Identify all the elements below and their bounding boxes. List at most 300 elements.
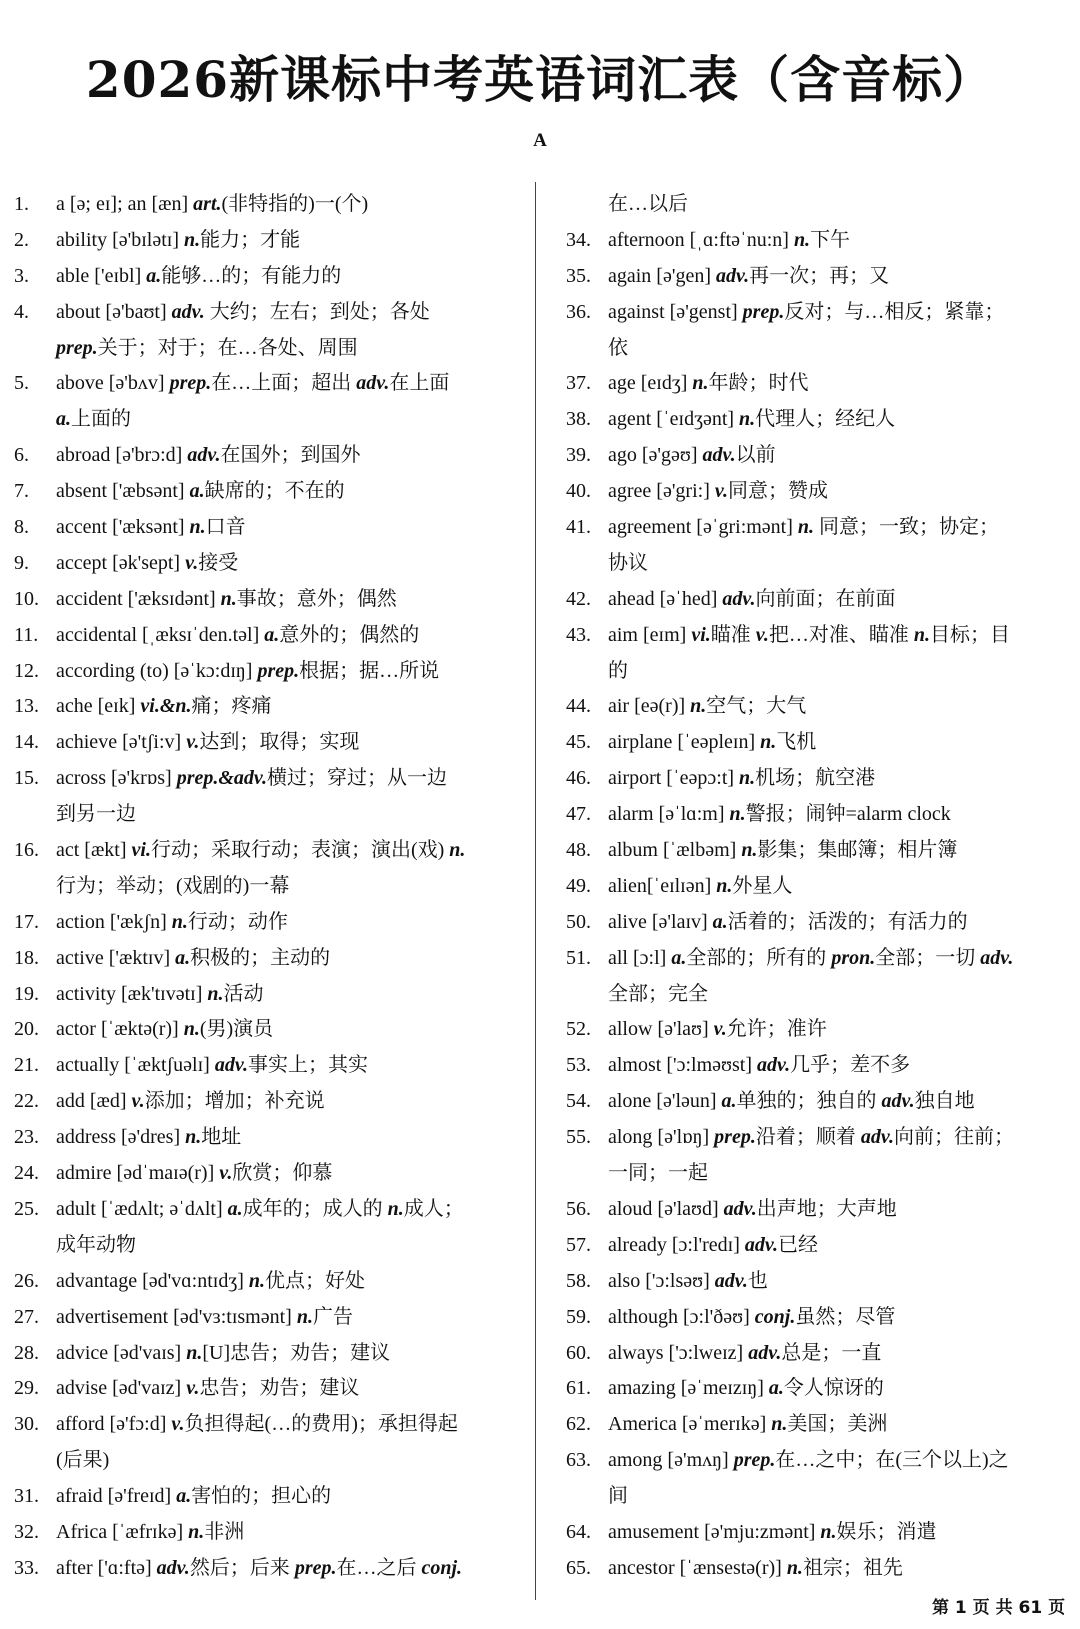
vocab-entry: [14, 510, 526, 546]
entry-pos: v.: [713, 1018, 727, 1041]
entry-meaning: 然后；后来: [189, 1556, 295, 1579]
entry-pos: adv.: [757, 1054, 791, 1077]
entry-number: 24.: [14, 1162, 39, 1185]
section-letter: A: [533, 130, 547, 151]
vocab-entry: [566, 761, 1066, 797]
entry-meaning: 在国外；到国外: [220, 444, 361, 467]
entry-number: 33.: [14, 1556, 39, 1579]
vocab-entry-continuation: [566, 546, 1066, 582]
entry-word: aim [eɪm]: [608, 623, 692, 646]
entry-pos: adv.: [881, 1090, 915, 1113]
entry-word: accident ['æksɪdənt]: [56, 587, 221, 610]
entry-number: 64.: [566, 1520, 591, 1543]
entry-meaning: 关于；对于；在…各处、周围: [97, 336, 358, 359]
entry-word: Africa [ˈæfrɪkə]: [56, 1520, 189, 1543]
entry-word: afford [ə'fɔ:d]: [56, 1413, 172, 1436]
entry-pos: adv.: [723, 1197, 757, 1220]
entry-meaning: 事故；意外；偶然: [236, 587, 397, 610]
entry-meaning: 警报；闹钟=alarm clock: [745, 803, 951, 826]
entry-word: ancestor [ˈænsestə(r)]: [608, 1556, 787, 1579]
entry-word: alive [ə'laɪv]: [608, 910, 713, 933]
entry-word: along [ə'lɒŋ]: [608, 1126, 715, 1149]
vocab-entry: [14, 582, 526, 618]
entry-word: 协议: [608, 551, 648, 574]
entry-meaning: 飞机: [776, 731, 817, 754]
vocab-entry: [14, 223, 526, 259]
entry-meaning: 广告: [312, 1305, 353, 1328]
entry-pos: vi.: [691, 623, 711, 646]
entry-number: 63.: [566, 1449, 591, 1472]
entry-meaning: 在上面: [389, 372, 450, 395]
entry-pos: prep.: [742, 300, 785, 323]
vocab-entry: [14, 725, 526, 761]
entry-pos: adv.: [702, 444, 736, 467]
vocab-entry: [566, 1336, 1066, 1372]
entry-pos: prep.: [257, 659, 300, 682]
entry-number: 16.: [14, 839, 39, 862]
entry-pos: art.: [193, 193, 222, 215]
entry-word: again [ə'gen]: [608, 264, 716, 287]
vocab-entry: [14, 546, 526, 582]
entry-meaning: 活着的；活泼的；有活力的: [727, 910, 968, 933]
entry-word: age [eɪdʒ]: [608, 372, 693, 395]
entry-meaning: (男)演员: [199, 1018, 274, 1041]
entry-pos: v.: [755, 623, 769, 646]
entry-word: ago [ə'gəʊ]: [608, 444, 703, 467]
entry-pos: prep.: [169, 372, 212, 395]
entry-pos: adv.: [187, 444, 221, 467]
vocab-entry: [14, 761, 526, 797]
entry-word: according (to) [əˈkɔ:dɪŋ]: [56, 659, 258, 682]
entry-pos: n.: [716, 874, 733, 897]
entry-word: air [eə(r)]: [608, 695, 691, 718]
entry-word: always ['ɔ:lweɪz]: [608, 1341, 749, 1364]
entry-meaning: 反对；与…相反；紧靠；: [784, 300, 1005, 323]
vocab-entry: [14, 1479, 526, 1515]
entry-number: 38.: [566, 408, 591, 431]
entry-meaning: 虽然；尽管: [795, 1305, 896, 1328]
entry-meaning: 总是；一直: [781, 1341, 882, 1364]
entry-word: admire [ədˈmaɪə(r)]: [56, 1162, 220, 1185]
entry-pos: adv.: [744, 1233, 778, 1256]
entry-word: ability [ə'bɪlətɪ]: [56, 228, 185, 251]
entry-word: airport [ˈeəpɔ:t]: [608, 767, 740, 790]
entry-pos: adv.: [748, 1341, 782, 1364]
entry-number: 35.: [566, 264, 591, 287]
entry-pos: vi.&n.: [140, 695, 192, 718]
entry-meaning: 空气；大气: [706, 695, 807, 718]
entry-meaning: 机场；航空港: [755, 767, 876, 790]
entry-meaning: 外星人: [732, 874, 793, 897]
entry-pos: prep.: [56, 336, 98, 359]
entry-pos: v.: [714, 480, 729, 503]
entry-word: 在…以后: [608, 193, 688, 215]
vocab-entry: [566, 223, 1066, 259]
vocab-entry: [566, 1228, 1066, 1264]
entry-pos: n.: [797, 516, 815, 539]
entry-word: allow [ə'laʊ]: [608, 1018, 714, 1041]
vocab-entry: [566, 1120, 1066, 1156]
entry-number: 54.: [566, 1090, 591, 1113]
entry-meaning: 令人惊讶的: [783, 1377, 884, 1400]
entry-pos: a.: [721, 1090, 737, 1113]
entry-number: 60.: [566, 1341, 591, 1364]
vocab-entry: [14, 187, 526, 223]
entry-word: agree [ə'gri:]: [608, 480, 715, 503]
entry-word: ache [eɪk]: [56, 695, 141, 718]
entry-meaning: (非特指的)一(个): [221, 193, 369, 215]
entry-pos: a.: [189, 480, 205, 503]
vocab-entry: [14, 1012, 526, 1048]
entry-meaning: 活动: [223, 982, 264, 1005]
entry-pos: a.: [176, 1485, 192, 1508]
entry-pos: n.: [771, 1413, 788, 1436]
entry-number: 10.: [14, 587, 39, 610]
entry-meaning: 意外的；偶然的: [279, 623, 420, 646]
entry-pos: n.: [760, 731, 777, 754]
vocab-entry: [566, 1264, 1066, 1300]
vocab-entry: [14, 1551, 526, 1587]
entry-number: 8.: [14, 516, 29, 539]
entry-meaning: 下午: [810, 228, 851, 251]
entry-number: 59.: [566, 1305, 591, 1328]
entry-pos: n.: [820, 1520, 837, 1543]
page-title: 2026新课标中考英语词汇表（含音标）: [85, 50, 995, 109]
entry-word: advertisement [əd'vɜ:tɪsmənt]: [56, 1305, 297, 1328]
entry-pos: prep.: [294, 1556, 337, 1579]
entry-number: 14.: [14, 731, 39, 754]
entry-number: 3.: [14, 264, 29, 287]
entry-number: 55.: [566, 1126, 591, 1149]
entry-pos: n.: [296, 1305, 313, 1328]
vocab-entry: [566, 1048, 1066, 1084]
entry-number: 37.: [566, 372, 591, 395]
entry-word: against [ə'genst]: [608, 300, 743, 323]
entry-number: 22.: [14, 1090, 39, 1113]
entry-pos: adv.: [171, 300, 205, 323]
entry-pos: n.: [171, 910, 188, 933]
vocab-entry: [566, 438, 1066, 474]
right-column: [566, 187, 1066, 1587]
entry-number: 11.: [14, 623, 39, 646]
entry-number: 27.: [14, 1305, 39, 1328]
entry-meaning: 同意；赞成: [728, 480, 829, 503]
entry-number: 49.: [566, 874, 591, 897]
entry-meaning: 痛；疼痛: [191, 695, 272, 718]
entry-number: 40.: [566, 480, 591, 503]
entry-word: after ['ɑ:ftə]: [56, 1556, 157, 1579]
vocab-entry: [14, 1264, 526, 1300]
entry-meaning: 全部；一切: [875, 946, 981, 969]
entry-meaning: 缺席的；不在的: [204, 480, 345, 503]
entry-pos: n.: [729, 803, 746, 826]
entry-word: 依: [608, 336, 628, 359]
entry-number: 65.: [566, 1556, 591, 1579]
entry-number: 19.: [14, 982, 39, 1005]
entry-meaning: 害怕的；担心的: [191, 1485, 332, 1508]
entry-number: 53.: [566, 1054, 591, 1077]
entry-word: add [æd]: [56, 1090, 132, 1113]
entry-word: a [ə; eɪ]; an [æn]: [56, 193, 194, 215]
entry-word: already [ɔ:l'redɪ]: [608, 1233, 745, 1256]
vocab-entry: [14, 1084, 526, 1120]
entry-word: alien[ˈeɪlɪən]: [608, 874, 717, 897]
entry-word: afternoon [ˌɑ:ftəˈnu:n]: [608, 228, 794, 251]
entry-word: advise [əd'vaɪz]: [56, 1377, 187, 1400]
entry-meaning: 达到；取得；实现: [199, 731, 360, 754]
entry-pos: v.: [171, 1413, 185, 1436]
entry-number: 21.: [14, 1054, 39, 1077]
entry-pos: a.: [227, 1197, 243, 1220]
vocab-entry: [566, 905, 1066, 941]
entry-meaning: 口音: [205, 516, 246, 539]
vocab-entry: [14, 366, 526, 402]
entry-number: 61.: [566, 1377, 591, 1400]
vocab-entry-continuation: [14, 1228, 526, 1264]
entry-meaning: 美国；美洲: [787, 1413, 888, 1436]
vocab-entry: [566, 1371, 1066, 1407]
entry-meaning: 积极的；主动的: [190, 946, 331, 969]
entry-meaning: 影集；集邮簿；相片簿: [757, 839, 958, 862]
entry-pos: conj.: [754, 1305, 796, 1328]
entry-word: 间: [608, 1485, 628, 1508]
entry-meaning: 单独的；独自的: [736, 1090, 882, 1113]
vocab-entry: [14, 1371, 526, 1407]
entry-meaning: 允许；准许: [726, 1018, 827, 1041]
entry-pos: n.: [207, 982, 224, 1005]
entry-meaning: 忠告；劝告；建议: [199, 1377, 360, 1400]
entry-meaning: 已经: [778, 1233, 818, 1256]
entry-meaning: 上面的: [71, 408, 131, 431]
entry-meaning: 行动；采取行动；表演；演出(戏): [150, 839, 450, 862]
entry-word: afraid [ə'freɪd]: [56, 1485, 177, 1508]
entry-pos: a.: [768, 1377, 784, 1400]
entry-meaning: 年龄；时代: [708, 372, 809, 395]
entry-meaning: 地址: [201, 1126, 242, 1149]
entry-word: active ['æktɪv]: [56, 946, 176, 969]
entry-meaning: 成年的；成人的: [242, 1197, 388, 1220]
vocab-entry: [14, 1336, 526, 1372]
vocab-entry: [566, 510, 1066, 546]
vocab-entry: [566, 689, 1066, 725]
vocab-entry-continuation: [566, 331, 1066, 367]
entry-word: America [əˈmerɪkə]: [608, 1413, 772, 1436]
entry-meaning: 目标；目: [930, 623, 1011, 646]
entry-number: 36.: [566, 300, 591, 323]
entry-number: 44.: [566, 695, 591, 718]
entry-meaning: 把…对准、瞄准: [768, 623, 914, 646]
entry-meaning: 能够…的；有能力的: [161, 264, 342, 287]
entry-meaning: 出声地；大声地: [756, 1197, 897, 1220]
entry-word: action ['ækʃn]: [56, 910, 172, 933]
entry-number: 13.: [14, 695, 39, 718]
vocab-entry: [14, 1156, 526, 1192]
entry-pos: adv.: [714, 1269, 748, 1292]
vocab-entry: [566, 1515, 1066, 1551]
entry-pos: n.: [184, 228, 201, 251]
entry-pos: n.: [449, 839, 466, 862]
entry-word: also ['ɔ:lsəʊ]: [608, 1269, 715, 1292]
entry-number: 30.: [14, 1413, 39, 1436]
entry-meaning: 沿着；顺着: [755, 1126, 861, 1149]
entry-meaning: 以前: [735, 444, 776, 467]
entry-word: agreement [əˈgri:mənt]: [608, 516, 798, 539]
entry-word: actor [ˈæktə(r)]: [56, 1018, 184, 1041]
entry-word: alone [ə'ləun]: [608, 1090, 722, 1113]
entry-number: 28.: [14, 1341, 39, 1364]
entry-pos: adv.: [980, 946, 1014, 969]
vocab-entry-continuation: [14, 1443, 526, 1479]
entry-word: almost ['ɔ:lməʊst]: [608, 1054, 757, 1077]
entry-number: 57.: [566, 1233, 591, 1256]
entry-pos: prep.: [714, 1126, 756, 1149]
entry-number: 2.: [14, 228, 29, 251]
entry-meaning: 几乎；差不多: [790, 1054, 911, 1077]
entry-meaning: 成人；: [403, 1197, 464, 1220]
vocab-entry-continuation: [566, 977, 1066, 1013]
vocab-entry: [14, 474, 526, 510]
vocab-entry: [14, 833, 526, 869]
entry-word: advice [əd'vaɪs]: [56, 1341, 187, 1364]
entry-pos: a.: [671, 946, 687, 969]
vocab-entry: [14, 1192, 526, 1228]
entry-meaning: 再一次；再；又: [749, 264, 890, 287]
column-divider: [535, 182, 536, 1600]
vocab-entry: [566, 869, 1066, 905]
entry-number: 41.: [566, 516, 591, 539]
vocab-entry-continuation: [14, 869, 526, 905]
entry-word: able ['eɪbl]: [56, 264, 147, 287]
vocab-entry: [566, 474, 1066, 510]
entry-pos: a.: [712, 910, 728, 933]
entry-pos: v.: [186, 1377, 200, 1400]
entry-pos: n.: [220, 587, 237, 610]
entry-word: 的: [608, 659, 628, 682]
entry-word: alarm [əˈlɑ:m]: [608, 803, 730, 826]
entry-word: aloud [ə'laʊd]: [608, 1197, 724, 1220]
entry-pos: pron.: [831, 946, 876, 969]
entry-pos: v.: [186, 731, 200, 754]
entry-number: 50.: [566, 910, 591, 933]
entry-pos: prep.&adv.: [176, 767, 268, 790]
entry-pos: conj.: [421, 1556, 463, 1579]
vocab-entry: [14, 977, 526, 1013]
vocab-entry-continuation: [14, 331, 526, 367]
entry-number: 39.: [566, 444, 591, 467]
entry-meaning: 娱乐；消遣: [836, 1520, 937, 1543]
vocab-entry-continuation: [14, 797, 526, 833]
entry-pos: a.: [175, 946, 191, 969]
entry-meaning: 代理人；经纪人: [755, 408, 896, 431]
entry-word: about [ə'baʊt]: [56, 300, 172, 323]
entry-meaning: 能力；才能: [200, 228, 301, 251]
entry-number: 43.: [566, 623, 591, 646]
entry-pos: n.: [185, 1126, 202, 1149]
vocab-entry: [566, 833, 1066, 869]
entry-word: activity [æk'tɪvətɪ]: [56, 982, 208, 1005]
entry-number: 29.: [14, 1377, 39, 1400]
entry-pos: n.: [188, 1520, 205, 1543]
vocab-entry: [566, 259, 1066, 295]
vocab-entry: [566, 618, 1066, 654]
entry-number: 23.: [14, 1126, 39, 1149]
vocab-entry: [566, 366, 1066, 402]
vocab-entry: [566, 1012, 1066, 1048]
vocab-entry-continuation: [566, 187, 1066, 223]
entry-number: 5.: [14, 372, 29, 395]
entry-pos: n.: [786, 1556, 803, 1579]
entry-word: abroad [ə'brɔ:d]: [56, 444, 188, 467]
entry-number: 1.: [14, 193, 29, 215]
entry-number: 48.: [566, 839, 591, 862]
entry-meaning: 优点；好处: [265, 1269, 365, 1292]
entry-pos: a.: [146, 264, 162, 287]
vocab-entry: [14, 618, 526, 654]
vocab-entry: [14, 905, 526, 941]
entry-number: 56.: [566, 1197, 591, 1220]
entry-word: among [ə'mʌŋ]: [608, 1449, 734, 1472]
entry-word: actually [ˈæktʃuəlɪ]: [56, 1054, 215, 1077]
vocab-entry: [14, 1515, 526, 1551]
entry-meaning: 瞄准: [710, 623, 756, 646]
entry-pos: n.: [690, 695, 707, 718]
entry-word: across [ə'krɒs]: [56, 767, 177, 790]
entry-pos: a.: [56, 408, 71, 431]
entry-word: accept [ək'sept]: [56, 551, 186, 574]
entry-pos: a.: [264, 623, 280, 646]
left-column: [14, 187, 526, 1587]
entry-word: 成年动物: [56, 1233, 136, 1256]
entry-pos: n.: [387, 1197, 404, 1220]
entry-meaning: 祖宗；祖先: [802, 1556, 903, 1579]
entry-word: 行为；举动；(戏剧的)一幕: [56, 874, 290, 897]
entry-meaning: 欣赏；仰慕: [232, 1162, 333, 1185]
entry-pos: adv.: [156, 1556, 190, 1579]
entry-pos: n.: [189, 516, 206, 539]
entry-pos: n.: [741, 839, 758, 862]
entry-number: 7.: [14, 480, 29, 503]
entry-number: 47.: [566, 803, 591, 826]
vocab-entry-continuation: [566, 1156, 1066, 1192]
entry-number: 6.: [14, 444, 29, 467]
entry-meaning: [U]忠告；劝告；建议: [202, 1341, 391, 1364]
entry-pos: n.: [248, 1269, 265, 1292]
vocab-entry: [566, 402, 1066, 438]
entry-word: 一同；一起: [608, 1162, 708, 1185]
vocab-entry: [14, 438, 526, 474]
vocab-entry: [14, 654, 526, 690]
entry-word: although [ɔ:l'ðəʊ]: [608, 1305, 755, 1328]
entry-number: 17.: [14, 910, 39, 933]
entry-word: accidental [ˌæksɪˈden.təl]: [56, 623, 265, 646]
entry-word: album [ˈælbəm]: [608, 839, 742, 862]
vocab-entry: [14, 1120, 526, 1156]
vocab-entry: [566, 725, 1066, 761]
entry-number: 62.: [566, 1413, 591, 1436]
entry-word: act [ækt]: [56, 839, 132, 862]
vocab-entry: [566, 1407, 1066, 1443]
entry-pos: adv.: [860, 1126, 894, 1149]
entry-number: 42.: [566, 587, 591, 610]
entry-number: 9.: [14, 551, 29, 574]
vocab-entry: [566, 582, 1066, 618]
entry-word: amazing [əˈmeɪzɪŋ]: [608, 1377, 769, 1400]
vocab-entry: [14, 1048, 526, 1084]
vocab-entry: [566, 1192, 1066, 1228]
entry-word: address [ə'dres]: [56, 1126, 186, 1149]
vocab-entry: [566, 295, 1066, 331]
entry-number: 46.: [566, 767, 591, 790]
